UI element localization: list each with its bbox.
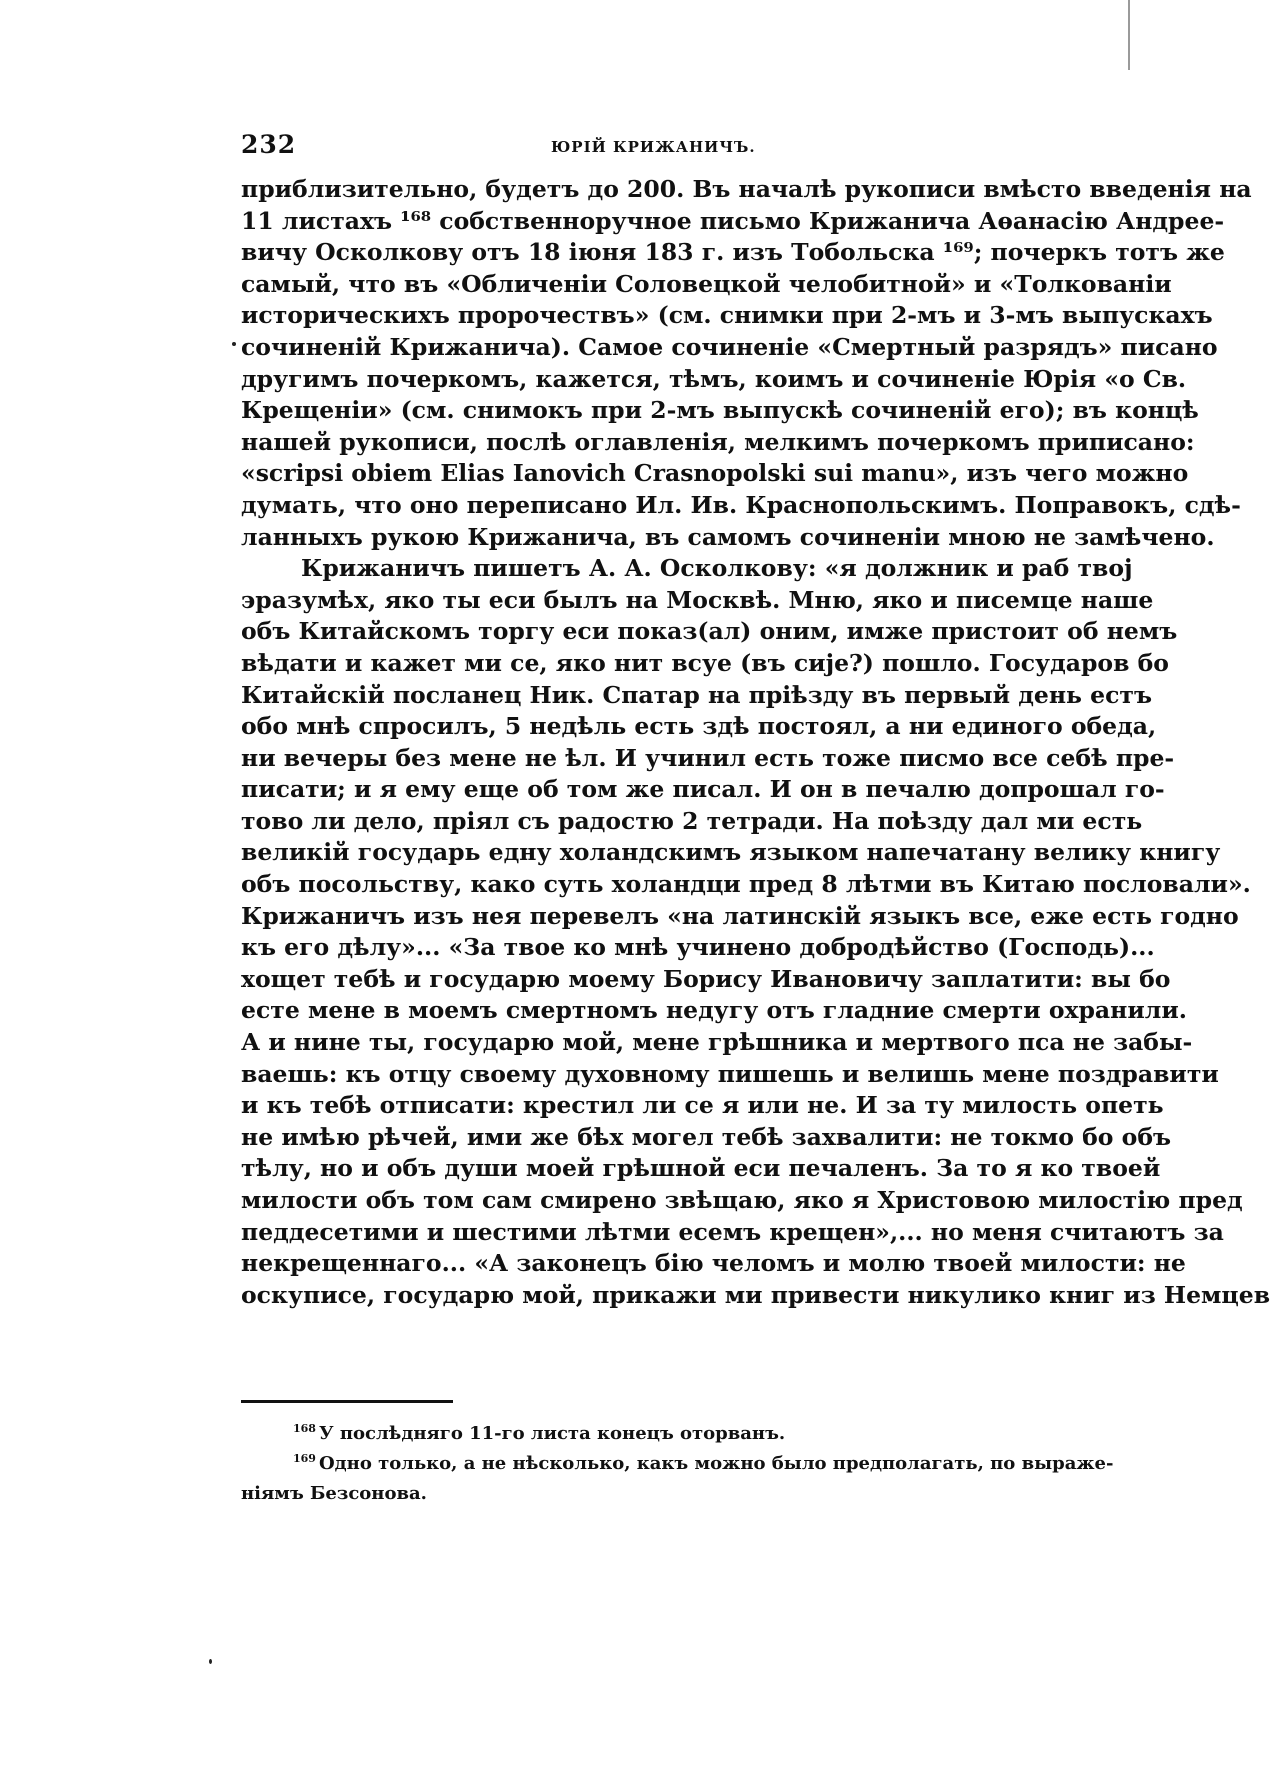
footnote-text: У послѣдняго 11-го листа конецъ оторванъ. [318,1423,786,1444]
scan-edge-line [1128,0,1130,70]
text-line: объ посольству, како суть холандци пред 8 лѣтми въ Китаю пословали». [241,870,1251,899]
text-line: другимъ почеркомъ, кажется, тѣмъ, коимъ и сочиненіе Юрія «о Св. [241,364,1187,393]
text-line: педдесетими и шестими лѣтми есемъ крещен»,... но меня считаютъ за [241,1217,1224,1246]
scan-speck [232,342,236,346]
text-line: тѣлу, но и объ души моей грѣшной еси печаленъ. За то я ко твоей [241,1154,1161,1183]
scan-speck [209,1659,212,1664]
text-line: ни вечеры без мене не ѣл. И учинил есть тоже писмо все себѣ пре- [241,743,1175,772]
footnote-169-continued: ніямъ Безсонова. [241,1483,427,1504]
text-line: къ его дѣлу»... «За твое ко мнѣ учинено добродѣйство (Господь)... [241,933,1155,962]
text-line: эразумѣх, яко ты еси былъ на Москвѣ. Мню, яко и писемце наше [241,585,1154,614]
footnotes [241,1420,1114,1508]
text-line: милости объ том сам смирено звѣщаю, яко я Христовою милостію пред [241,1186,1243,1214]
text-line: и къ тебѣ отписати: крестил ли се я или не. И за ту милость опеть [241,1091,1164,1120]
main-text [241,174,1270,1311]
text-line: самый, что въ «Обличеніи Соловецкой челобитной» и «Толкованіи [241,269,1172,298]
text-line: обо мнѣ спросилъ, 5 недѣль есть здѣ постоял, а ни единого обеда, [241,712,1157,741]
text-line: сочиненій Крижанича). Самое сочиненіе «Смертный разрядъ» писано [241,332,1218,361]
text-line: вѣдати и кажет ми се, яко нит всуе (въ сије?) пошло. Государов бо [241,648,1169,677]
page-header [241,130,1067,170]
footnote-divider [241,1400,453,1403]
footnote-168 [241,1420,1067,1450]
text-line: тово ли дело, пріял съ радостю 2 тетради. На поѣзду дал ми есть [241,806,1143,835]
text-line: Крещеніи» (см. снимокъ при 2-мъ выпускѣ сочиненій его); въ концѣ [241,396,1199,425]
text-line: «scripsi obiem Elias Ianovich Crasnopolski sui manu», изъ чего можно [241,459,1189,488]
text-line: 11 листахъ ¹⁶⁸ собственноручное письмо Крижанича Аѳанасію Андрее- [241,206,1225,235]
text-line: писати; и я ему еще об том же писал. И он в печалю допрошал го- [241,775,1165,804]
text-line: приблизительно, будетъ до 200. Въ началѣ рукописи вмѣсто введенія на [241,175,1252,203]
footnote-text: Одно только, а не нѣсколько, какъ можно было предполагать, по выраже- [318,1453,1114,1474]
text-line: объ Китайскомъ торгу еси показ(ал) оним, имже пристоит об немъ [241,617,1178,646]
text-line: историческихъ пророчествъ» (см. снимки при 2-мъ и 3-мъ выпускахъ [241,301,1213,330]
page-number: 232 [241,130,297,159]
text-line: великій государь едну холандскимъ языком напечатану велику книгу [241,838,1221,867]
footnote-marker: 169 [293,1452,316,1465]
text-line: Крижаничъ изъ нея перевелъ «на латинскій языкъ все, еже есть годно [241,901,1239,930]
running-title: ЮРІЙ КРИЖАНИЧЪ. [551,138,756,156]
text-line: не имѣю рѣчей, ими же бѣх могел тебѣ захвалити: не токмо бо объ [241,1122,1172,1151]
text-line: оскуписе, государю мой, прикажи ми привести никулико книг из Немцев [241,1280,1270,1309]
text-line: А и нине ты, государю мой, мене грѣшника и мертвого пса не забы- [241,1028,1193,1057]
text-line: ланныхъ рукою Крижанича, въ самомъ сочиненіи мною не замѣчено. [241,522,1215,551]
text-line: нашей рукописи, послѣ оглавленія, мелкимъ почеркомъ приписано: [241,427,1195,456]
text-line: вичу Осколкову отъ 18 іюня 183 г. изъ Тобольска ¹⁶⁹; почеркъ тотъ же [241,238,1225,267]
footnote-169 [241,1450,1114,1480]
text-line: некрещеннаго... «А законецъ бію челомъ и молю твоей милости: не [241,1249,1186,1278]
footnote-marker: 168 [293,1422,316,1435]
text-line: Крижаничъ пишетъ А. А. Осколкову: «я должник и раб твој [301,554,1133,583]
text-line: Китайскій посланец Ник. Спатар на пріѣзду въ первый день естъ [241,680,1153,709]
text-line: думать, что оно переписано Ил. Ив. Краснопольскимъ. Поправокъ, сдѣ- [241,490,1241,519]
text-line: ваешь: къ отцу своему духовному пишешь и велишь мене поздравити [241,1059,1219,1088]
text-line: есте мене в моемъ смертномъ недугу отъ гладние смерти охранили. [241,996,1187,1025]
text-line: хощет тебѣ и государю моему Борису Ивановичу заплатити: вы бо [241,964,1171,993]
